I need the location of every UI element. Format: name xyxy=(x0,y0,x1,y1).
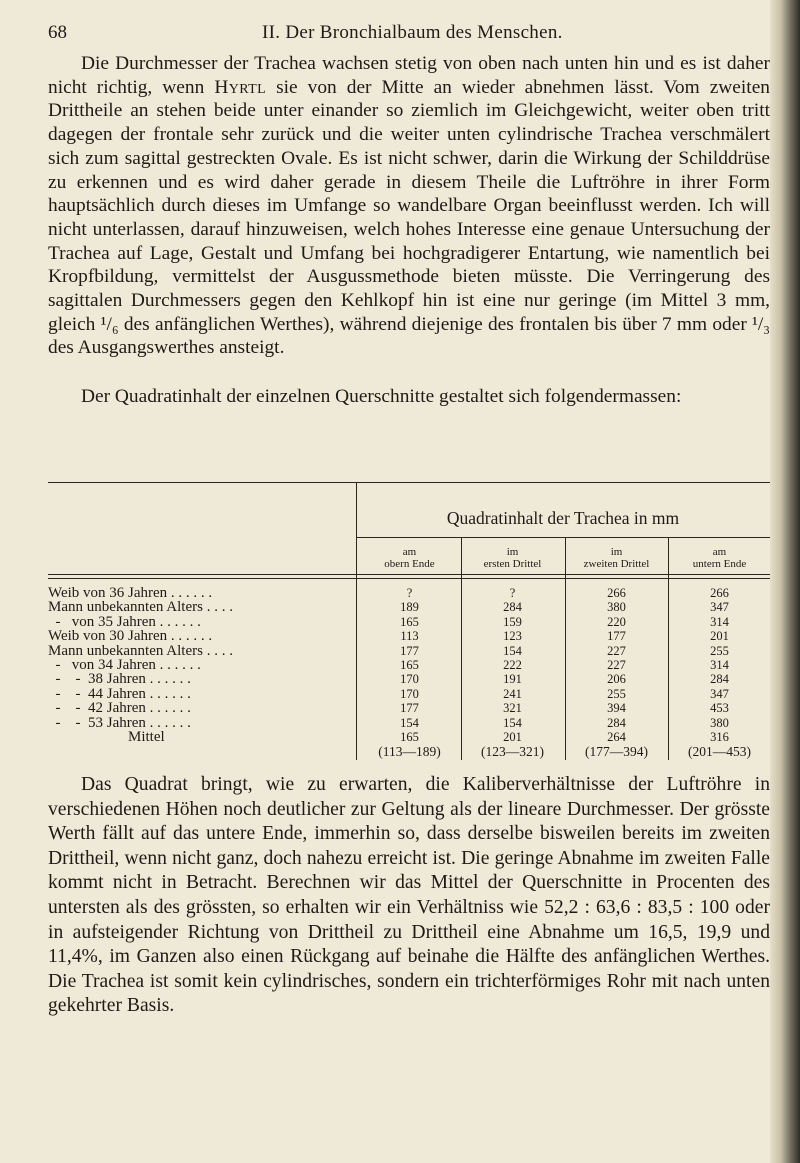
table-cell: 189 xyxy=(400,600,419,615)
running-head: II. Der Bronchialbaum des Menschen. xyxy=(262,22,563,43)
table-cell: 165 xyxy=(400,730,419,744)
paragraph-2: Der Quadratinhalt der einzelnen Querschnitte gestaltet sich folgendermassen: xyxy=(81,386,682,407)
paragraph-1-text-start: Die Durchmesser der Trachea wachsen stetig von oben nach unten hin und es ist daher nicht richtig, wenn xyxy=(48,53,770,98)
table-cell: 241 xyxy=(503,686,522,701)
table-cell: 123 xyxy=(503,629,522,644)
page-number: 68 xyxy=(48,22,67,43)
table-cell: 154 xyxy=(503,643,522,658)
table-cell: 453 xyxy=(710,701,729,716)
column-header-line: am xyxy=(712,546,727,558)
table-cell: 227 xyxy=(607,658,626,672)
table-cell: 220 xyxy=(607,614,626,629)
table-cell: 159 xyxy=(503,614,522,629)
row-label: - - 42 Jahren . . . . . . xyxy=(48,700,191,717)
table-cell: 347 xyxy=(710,600,729,615)
row-label: - - 44 Jahren . . . . . . xyxy=(48,685,191,702)
column-header xyxy=(358,546,461,570)
row-label: - von 35 Jahren . . . . . . xyxy=(48,613,201,630)
table-rule-header xyxy=(48,574,770,575)
table-cell: 227 xyxy=(607,643,626,658)
table-cell: ? xyxy=(406,586,413,600)
table-caption: Quadratinhalt der Trachea in mm xyxy=(446,508,680,528)
table-cell: 380 xyxy=(607,600,626,615)
table-cell: 284 xyxy=(710,672,729,687)
table-cell: 266 xyxy=(607,586,626,600)
table-cell: 113 xyxy=(400,629,419,644)
table-cell: (177—394) xyxy=(585,744,648,760)
row-label: Mann unbekannten Alters . . . . xyxy=(48,599,233,616)
table-cell: 170 xyxy=(400,672,419,687)
table-cell: 177 xyxy=(607,629,626,644)
table-cell: 314 xyxy=(710,614,729,629)
table-cell: 255 xyxy=(607,686,626,701)
paragraph-1 xyxy=(48,52,770,360)
cross-section-table xyxy=(48,482,770,760)
table-rule-header-double xyxy=(48,578,770,579)
table-cell: 177 xyxy=(400,701,419,716)
table-cell: ? xyxy=(509,586,516,600)
table-cell: 380 xyxy=(710,715,729,730)
table-cell: 191 xyxy=(503,672,522,687)
column-header-line: untern Ende xyxy=(692,558,747,570)
column-header-line: ersten Drittel xyxy=(483,558,542,570)
table-cell: 266 xyxy=(710,586,729,600)
column-header xyxy=(461,546,564,570)
table-cell: 316 xyxy=(710,730,729,744)
table-cell: (123—321) xyxy=(481,744,544,760)
row-label: - - 38 Jahren . . . . . . xyxy=(48,671,191,688)
table-caption-underline xyxy=(356,537,770,538)
table-cell: 347 xyxy=(710,686,729,701)
table-cell: 264 xyxy=(607,730,626,744)
table-cell: 284 xyxy=(607,715,626,730)
table-cell: 255 xyxy=(710,643,729,658)
table-cell: (113—189) xyxy=(378,744,441,760)
column-header-line: im xyxy=(506,546,519,558)
row-label: Weib von 36 Jahren . . . . . . xyxy=(48,585,213,601)
table-cell: 165 xyxy=(400,614,419,629)
table-cell: 201 xyxy=(503,730,522,744)
paragraph-1-text-end: sie von der Mitte an wieder abnehmen lässt. Vom zweiten Drittheile an stehen beide unter einander so ziemlich im Gleichgewicht, weiter oben tritt dagegen der frontale sehr zurück und die weiter unten cylindrische Trachea verschmälert sich zum sagittal gestreckten Ovale. Es ist nicht schwer, darin die Wirkung der Schilddrüse zu erkennen und es wird daher gerade in diesem Theile die Luftröhre in ihrer Form hauptsächlich durch dieses im Umfange so wandelbare Organ beeinflusst werden. Ich will nicht unterlassen, darauf hinzuweisen, welch hohes Interesse eine genaue Untersuchung der Trachea auf Lage, Gestalt und Umfang bei hochgradigerer Entartung, wie namentlich bei Kropfbildung, vermittelst der Ausgussmethode bieten müsste. Die Verringerung des sagittalen Durchmessers gegen den Kehlkopf hin ist eine nur geringe (im Mittel 3 mm, gleich ¹/₆ des anfänglichen Werthes), während diejenige des frontalen bis über 7 mm oder ¹/₃ des Ausgangswerthes ansteigt. xyxy=(48,76,770,359)
table-cell: 314 xyxy=(710,658,729,672)
table-cell: 154 xyxy=(400,715,419,730)
row-label: - von 34 Jahren . . . . . . xyxy=(48,657,201,673)
page-header xyxy=(48,16,768,48)
table-cell: 170 xyxy=(400,686,419,701)
table-cell: 394 xyxy=(607,701,626,716)
table-cell: 165 xyxy=(400,658,419,672)
table-rule-top xyxy=(48,482,770,483)
table-cell: 321 xyxy=(503,701,522,716)
column-header xyxy=(565,546,668,570)
table-cell: 206 xyxy=(607,672,626,687)
table-cell: 177 xyxy=(400,643,419,658)
column-header-line: obern Ende xyxy=(384,558,435,570)
row-label: - - 53 Jahren . . . . . . xyxy=(48,714,191,731)
row-label: Weib von 30 Jahren . . . . . . xyxy=(48,628,213,645)
column-header xyxy=(668,546,771,570)
row-label: Mann unbekannten Alters . . . . xyxy=(48,642,233,659)
row-label: Mittel xyxy=(128,729,165,745)
paragraph-3: Das Quadrat bringt, wie zu erwarten, die Kaliberverhältnisse der Luftröhre in verschiedenen Höhen noch deutlicher zur Geltung als der lineare Durchmesser. Der grösste Werth fällt auf das untere Ende, immerhin so, dass derselbe bisweilen bereits im zweiten Drittheil, wenn nicht ganz, doch nahezu erreicht ist. Die geringe Abnahme im zweiten Falle kommt nicht in Betracht. Berechnen wir das Mittel der Querschnitte in Procenten des untersten als des grössten, so erhalten wir ein Verhältniss wie 52,2 : 63,6 : 83,5 : 100 oder in aufsteigender Richtung von Drittheil zu Drittheil eine Abnahme um 16,5, 19,9 und 11,4%, im Ganzen also einen Rückgang auf beinahe die Hälfte des anfänglichen Werthes. Die Trachea ist somit kein cylindrisches, sondern ein trichterförmiges Rohr mit nach unten gekehrter Basis. xyxy=(48,774,770,1017)
table-cell: 201 xyxy=(710,629,729,644)
column-header-line: zweiten Drittel xyxy=(583,558,650,570)
page-edge-shadow xyxy=(770,0,800,1163)
table-divider-label xyxy=(356,482,357,760)
table-cell: 284 xyxy=(503,600,522,615)
column-header-line: im xyxy=(610,546,623,558)
author-name-hyrtl: Hyrtl xyxy=(214,76,267,98)
column-header-line: am xyxy=(402,546,417,558)
table-cell: 154 xyxy=(503,715,522,730)
table-cell: (201—453) xyxy=(688,744,751,760)
table-cell: 222 xyxy=(503,658,522,672)
